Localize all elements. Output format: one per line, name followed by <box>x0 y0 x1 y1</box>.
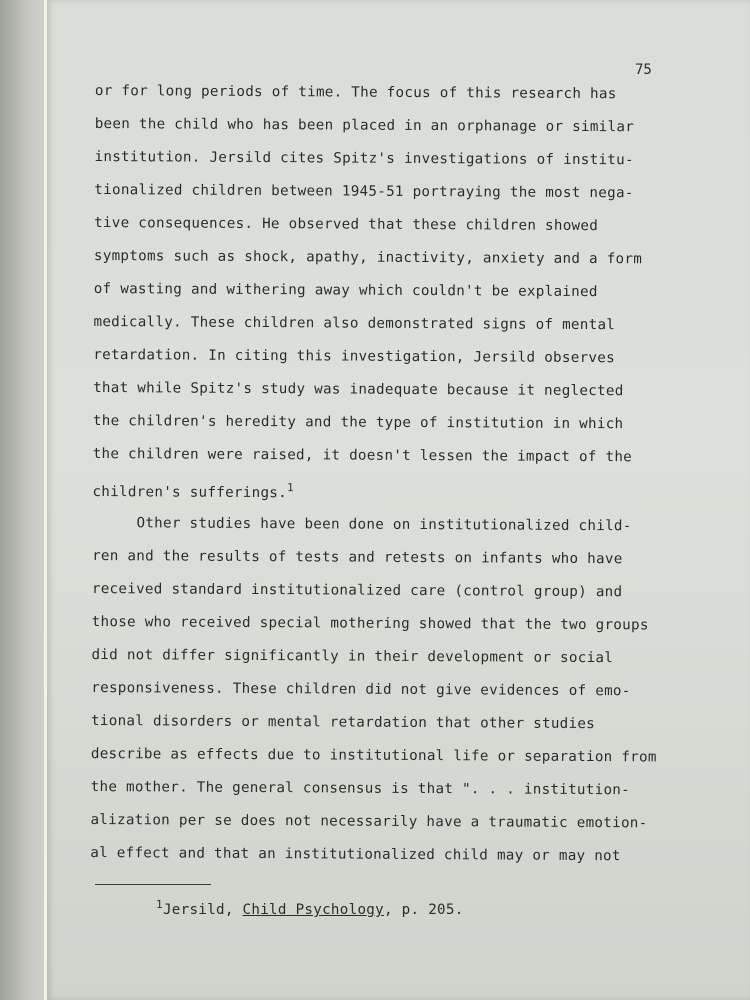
footnote-marker: 1 <box>286 481 295 495</box>
text-line: ren and the results of tests and retests on infants who have <box>92 547 623 568</box>
page-number: 75 <box>635 62 652 78</box>
text-line: tive consequences. He observed that these children showed <box>94 214 599 235</box>
text-line: of wasting and withering away which couldn't be explained <box>93 280 598 301</box>
text-line-with-footnote <box>92 476 295 502</box>
text-line: tional disorders or mental retardation that other studies <box>91 712 596 733</box>
footnote-book-title: Child Psychology <box>242 902 384 918</box>
text-line: the children's heredity and the type of institution in which <box>92 412 624 433</box>
text-line: responsiveness. These children did not give evidences of emo- <box>91 679 631 700</box>
text-line-content: children's sufferings. <box>92 483 288 502</box>
text-line: al effect and that an institutionalized child may or may not <box>90 844 621 865</box>
footnote-page-ref: , p. 205. <box>383 902 464 918</box>
text-line: the mother. The general consensus is that ". . . institution- <box>90 778 631 799</box>
text-line: those who received special mothering showed that the two groups <box>91 613 649 634</box>
text-line: symptoms such as shock, apathy, inactivity, anxiety and a form <box>93 247 643 268</box>
text-line: tionalized children between 1945-51 portraying the most nega- <box>94 181 634 202</box>
text-line: medically. These children also demonstrated signs of mental <box>93 313 616 334</box>
book-spine-shadow <box>0 0 48 1000</box>
text-line: alization per se does not necessarily have a traumatic emotion- <box>90 811 648 832</box>
text-line: received standard institutionalized care (control group) and <box>91 580 623 601</box>
text-line: did not differ significantly in their development or social <box>91 646 614 667</box>
text-line: been the child who has been placed in an orphanage or similar <box>94 115 635 136</box>
footnote-number: 1 <box>156 898 163 911</box>
text-line: that while Spitz's study was inadequate because it neglected <box>93 379 624 400</box>
text-line: describe as effects due to institutional life or separation from <box>90 745 657 766</box>
footnote-divider <box>95 884 211 885</box>
text-line: retardation. In citing this investigation, Jersild observes <box>93 346 616 367</box>
footnote-author: Jersild, <box>162 902 243 918</box>
text-line: institution. Jersild cites Spitz's investigations of institu- <box>94 148 634 169</box>
text-line: or for long periods of time. The focus of this research has <box>94 82 617 103</box>
footnote <box>156 898 464 918</box>
paragraph-start-line: Other studies have been done on institutionalized child- <box>92 514 632 535</box>
text-line: the children were raised, it doesn't lessen the impact of the <box>92 445 633 466</box>
